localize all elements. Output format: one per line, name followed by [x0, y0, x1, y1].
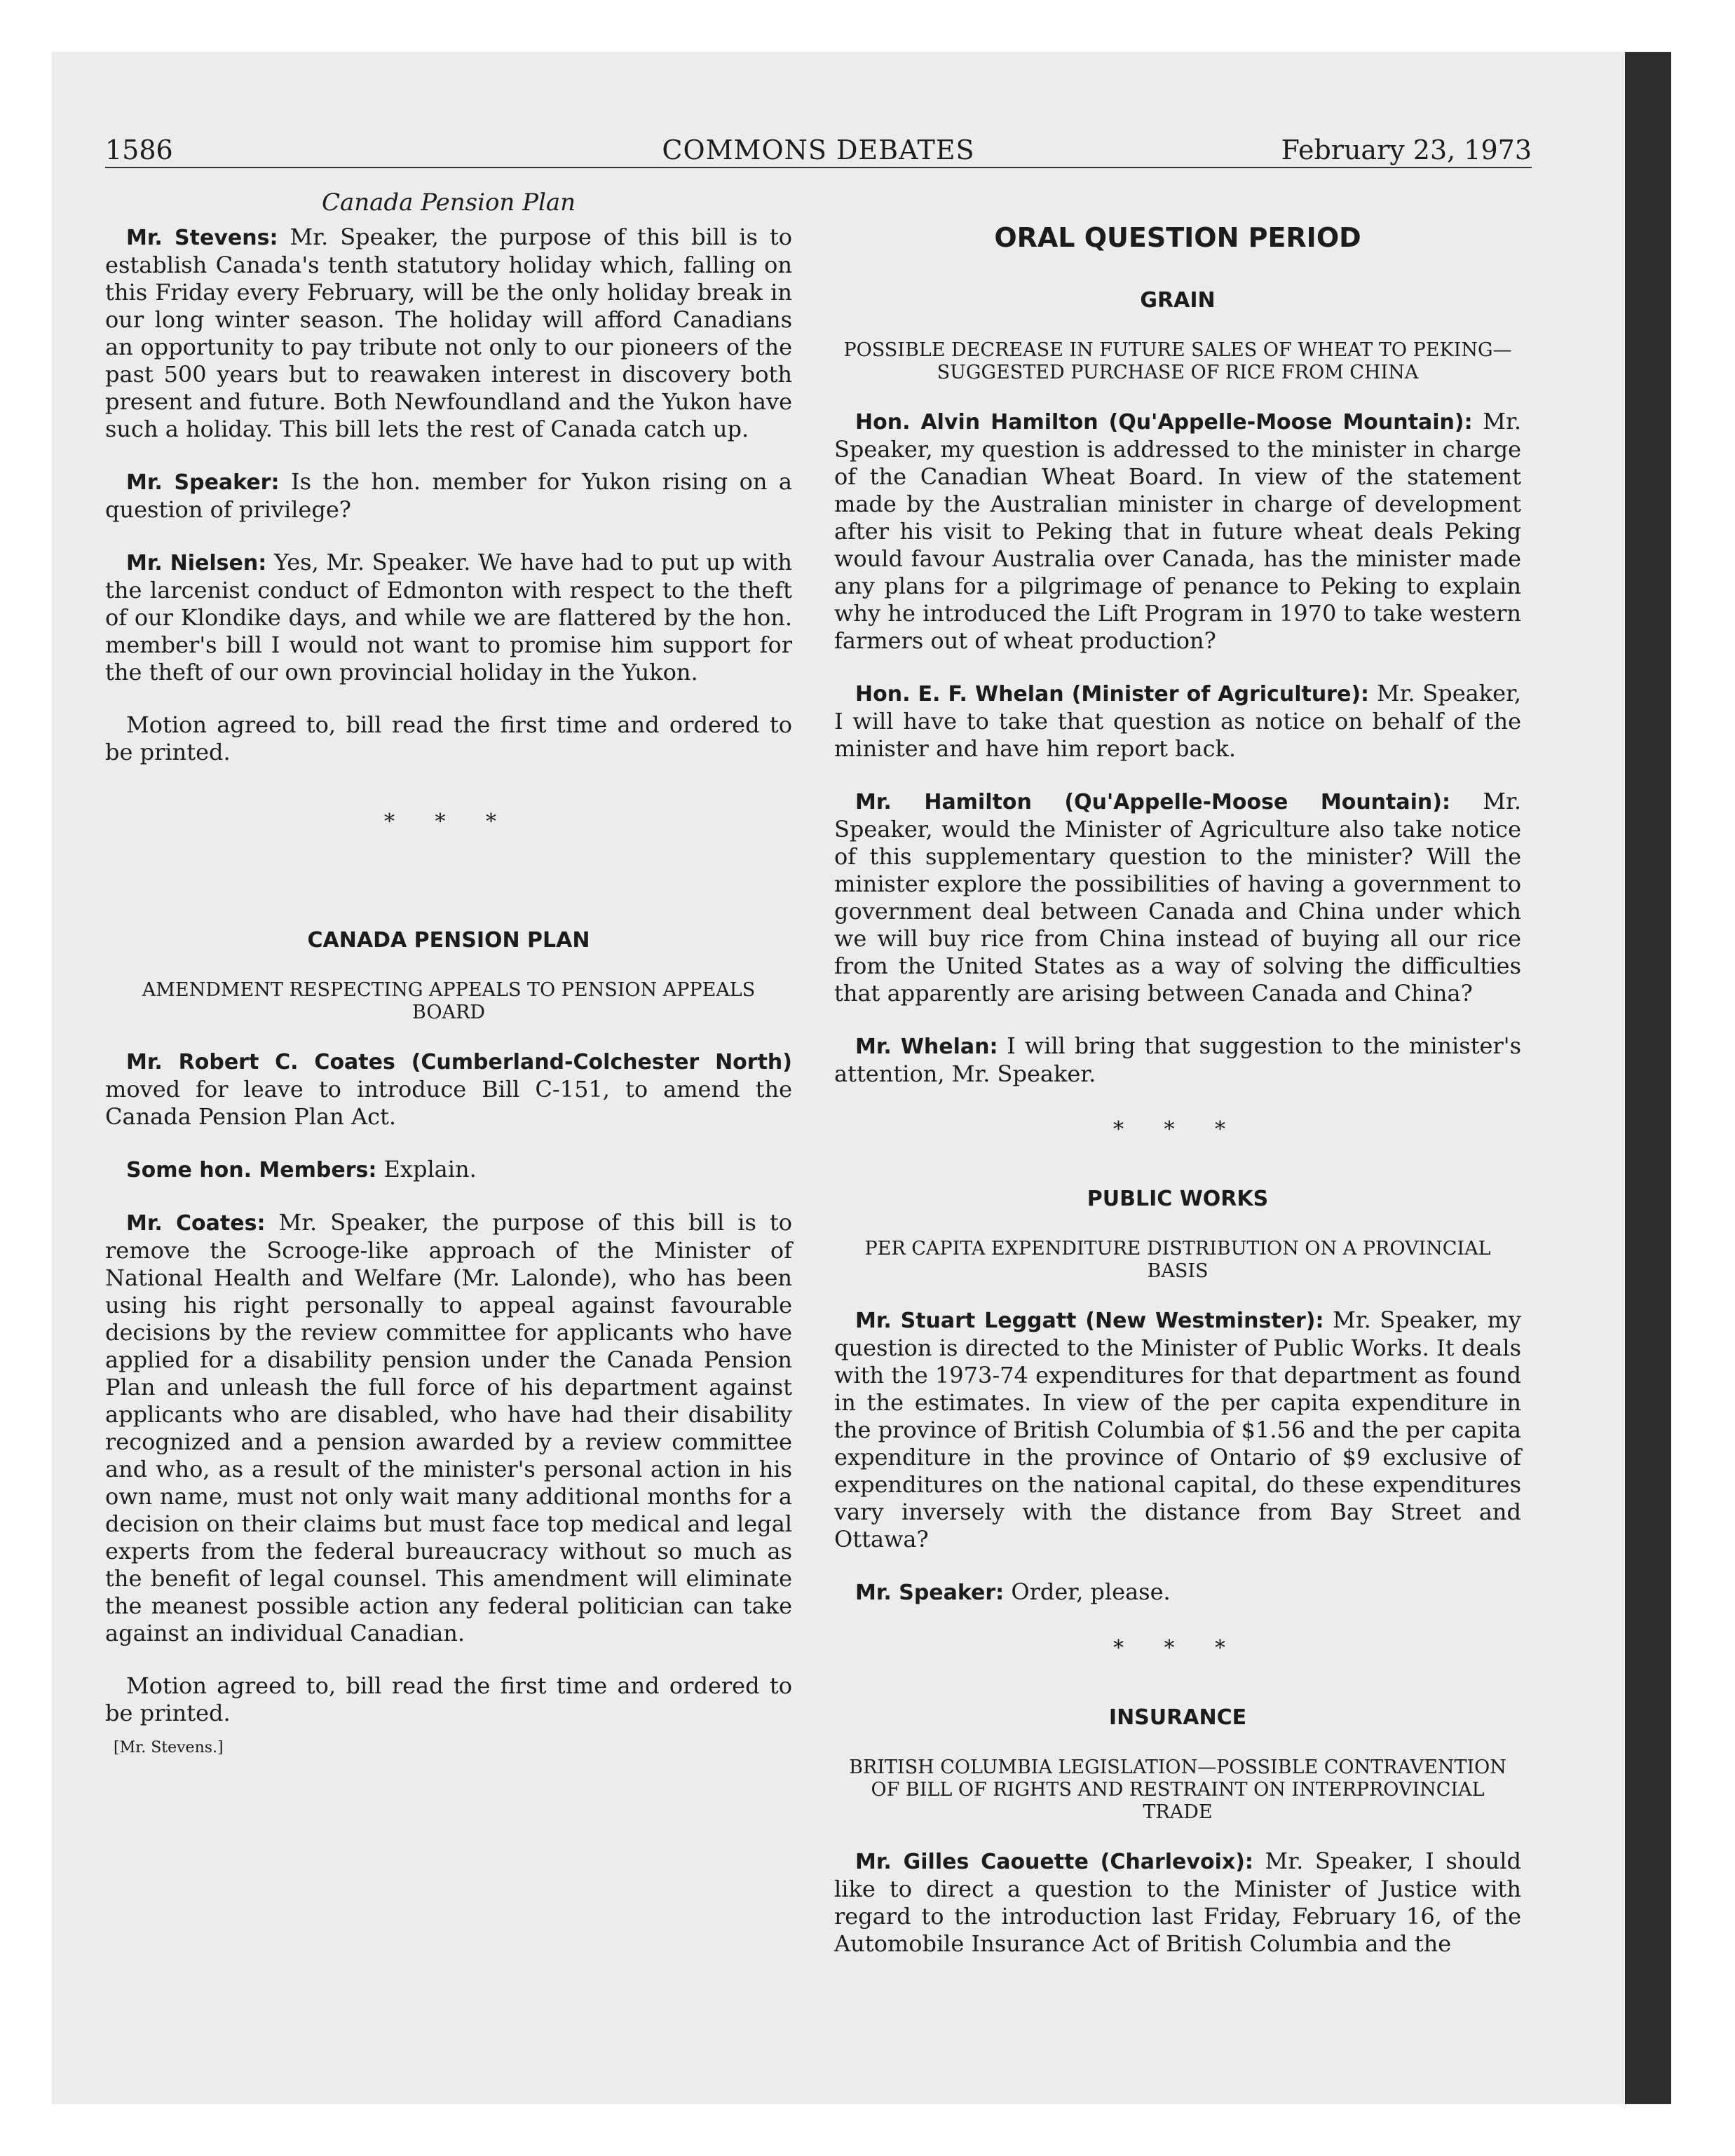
publication-title: COMMONS DEBATES: [662, 135, 975, 165]
section-heading: PUBLIC WORKS: [1087, 1187, 1269, 1211]
section-heading: INSURANCE: [1108, 1705, 1247, 1730]
section-separator: * * *: [383, 810, 514, 834]
motion-text: Motion agreed to, bill read the first time and ordered to be printed.: [105, 711, 792, 765]
speech-text: moved for leave to introduce Bill C-151, to amend the Canada Pension Plan Act.: [105, 1076, 792, 1130]
main-heading: ORAL QUESTION PERIOD: [994, 222, 1361, 253]
speech-text: Mr. Speaker, the purpose of this bill is to establish Canada's tenth statutory holiday which, falling on this Friday every February, will be the only holiday break in our long winter season. The holiday will afford Canadians an opportunity to pay tribute not only to our pioneers of the past 500 years but to reawaken interest in discovery both present and future. Both Newfoundland and the Yukon have such a holiday. This bill lets the rest of Canada catch up.: [105, 224, 793, 442]
speech-text: Mr. Speaker, I should like to direct a question to the Minister of Justice with regard to the introduction last Friday, February 16, of the Automobile Insurance Act of British Columbia and the: [834, 1848, 1522, 1957]
page-header: [105, 133, 1532, 168]
motion-text: Motion agreed to, bill read the first time and ordered to be printed.: [105, 1672, 792, 1726]
paragraph: [105, 1156, 792, 1184]
speaker-name: Mr. Robert C. Coates (Cumberland-Colchester North): [126, 1050, 792, 1074]
publication-date: February 23, 1973: [1281, 135, 1532, 165]
speaker-name: Mr. Stevens:: [126, 226, 278, 250]
paragraph: [834, 408, 1521, 655]
section-subheading: PER CAPITA EXPENDITURE DISTRIBUTION ON A PROVINCIAL BASIS: [864, 1238, 1491, 1282]
footnote: [Mr. Stevens.]: [114, 1739, 224, 1756]
section-heading: CANADA PENSION PLAN: [307, 928, 590, 953]
speech-text: Explain.: [383, 1156, 477, 1182]
speaker-name: Mr. Coates:: [126, 1211, 266, 1236]
paragraph: [105, 468, 792, 524]
speaker-name: Hon. Alvin Hamilton (Qu'Appelle-Moose Mountain):: [855, 410, 1473, 435]
speech-text: Mr. Speaker, the purpose of this bill is to remove the Scrooge-like approach of the Minister of National Health and Welfare (Mr. Lalonde), who has been using his right personally to appeal against favourable decisions by the review committee for applicants who have applied for a disability pension under the Canada Pension Plan and unleash the full force of his department against applicants who are disabled, who have had their disability recognized and a pension awarded by a review committee and who, as a result of the minister's personal action in his own name, must not only wait many additional months for a decision on their claims but must face top medical and legal experts from the federal bureaucracy without so much as the benefit of legal counsel. This amendment will eliminate the meanest possible action any federal politician can take against an individual Canadian.: [105, 1209, 793, 1646]
paragraph: [105, 224, 792, 443]
speech-text: Order, please.: [1011, 1578, 1171, 1605]
speech-text: Mr. Speaker, my question is directed to the Minister of Public Works. It deals with the 1973-74 expenditures for that department as found in the estimates. In view of the per capita expenditure in the province of British Columbia of $1.56 and the per capita expenditure in the province of Ontario of $9 exclusive of expenditures on the national capital, do these expenditures vary inversely with the distance from Bay Street and Ottawa?: [834, 1306, 1522, 1553]
page-number: 1586: [105, 135, 173, 165]
speech-text: Mr. Speaker, my question is addressed to the minister in charge of the Canadian Wheat Board. In view of the statement made by the Australian minister in charge of development after his visit to Peking that in future wheat deals Peking would favour Australia over Canada, has the minister made any plans for a pilgrimage of penance to Peking to explain why he introduced the Lift Program in 1970 to take western farmers out of wheat production?: [834, 408, 1521, 654]
paragraph: [105, 1209, 792, 1647]
paragraph: [105, 1048, 792, 1131]
speaker-name: Mr. Speaker:: [126, 470, 280, 495]
italic-heading: Canada Pension Plan: [321, 189, 576, 217]
paragraph: [105, 711, 792, 766]
binding-edge: [1625, 52, 1671, 2104]
section-heading: GRAIN: [1140, 288, 1216, 313]
right-column: [834, 189, 1521, 1983]
paragraph: [834, 1032, 1521, 1088]
speech-text: Mr. Speaker, would the Minister of Agriculture also take notice of this supplementary question to the minister? Will the minister explore the possibilities of having a government to government deal between Canada and China under which we will buy rice from China instead of buying all our rice from the United States as a way of solving the difficulties that apparently are arising between Canada and China?: [834, 788, 1521, 1007]
left-column: [105, 189, 792, 1761]
speaker-name: Hon. E. F. Whelan (Minister of Agriculture):: [855, 682, 1370, 707]
paragraph: [834, 1848, 1521, 1958]
speaker-name: Mr. Speaker:: [855, 1581, 1005, 1605]
paragraph: [834, 788, 1521, 1007]
speech-text: I will bring that suggestion to the minister's attention, Mr. Speaker.: [834, 1032, 1522, 1087]
speaker-name: Mr. Stuart Leggatt (New Westminster):: [855, 1309, 1324, 1333]
speaker-name: Some hon. Members:: [126, 1158, 377, 1182]
paragraph: [834, 680, 1521, 763]
speech-text: Mr. Speaker, I will have to take that question as notice on behalf of the minister and have him report back.: [834, 680, 1522, 762]
speech-text: Is the hon. member for Yukon rising on a question of privilege?: [105, 468, 793, 523]
section-separator: * * *: [1113, 1636, 1243, 1660]
speaker-name: Mr. Gilles Caouette (Charlevoix):: [855, 1850, 1253, 1874]
speaker-name: Mr. Whelan:: [855, 1035, 998, 1059]
paragraph: [105, 549, 792, 686]
speech-text: Yes, Mr. Speaker. We have had to put up with the larcenist conduct of Edmonton with respect to the theft of our Klondike days, and while we are flattered by the hon. member's bill I would not want to promise him support for the theft of our own provincial holiday in the Yukon.: [105, 549, 793, 685]
paragraph: [105, 1672, 792, 1727]
paragraph: [834, 1578, 1521, 1606]
section-separator: * * *: [1113, 1117, 1243, 1142]
paragraph: [834, 1306, 1521, 1553]
section-subheading: AMENDMENT RESPECTING APPEALS TO PENSION APPEALS BOARD: [142, 979, 756, 1023]
section-subheading: POSSIBLE DECREASE IN FUTURE SALES OF WHEAT TO PEKING—SUGGESTED PURCHASE OF RICE FROM CHINA: [843, 339, 1512, 383]
speaker-name: Mr. Nielsen:: [126, 551, 267, 575]
section-subheading: BRITISH COLUMBIA LEGISLATION—POSSIBLE CONTRAVENTION OF BILL OF RIGHTS AND RESTRAINT ON INTERPROVINCIAL TRADE: [849, 1756, 1506, 1823]
speaker-name: Mr. Hamilton (Qu'Appelle-Moose Mountain):: [855, 790, 1450, 814]
